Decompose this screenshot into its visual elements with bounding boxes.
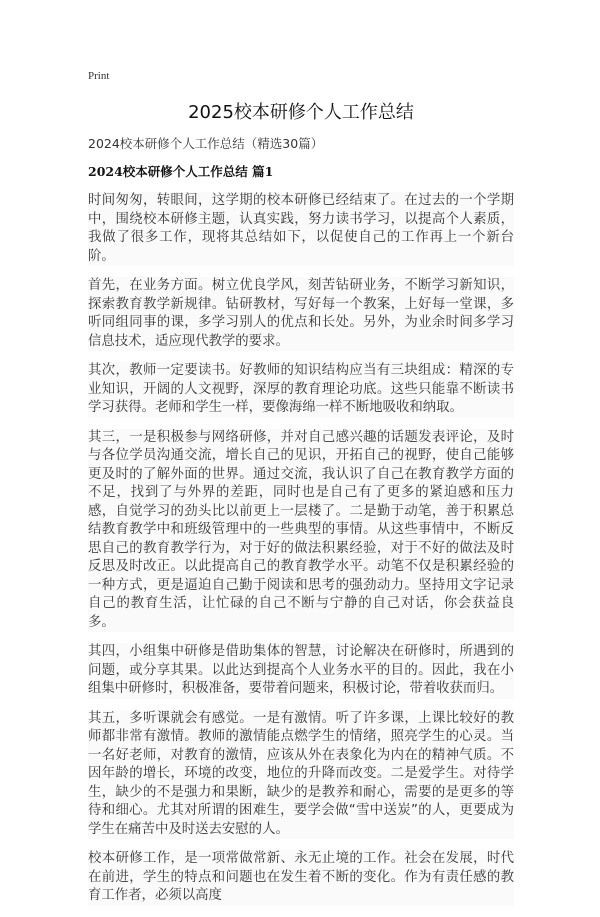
document-page	[88, 70, 514, 917]
document-title: 2025校本研修个人工作总结	[188, 102, 414, 123]
paragraph: 其四，小组集中研修是借助集体的智慧，讨论解决在研修时，所遇到的问题，或分享其果。以此达到提高个人业务水平的目的。因此，我在小组集中研修时，积极准备，要带着问题来，积极讨论，带着收获而归。	[88, 643, 514, 699]
paragraph: 其三，一是积极参与网络研修，并对自己感兴趣的话题发表评论，及时与各位学员沟通交流，增长自己的见识，开拓自己的视野，使自己能够更及时的了解外面的世界。通过交流，我认识了自己在教育教学方面的不足，找到了与外界的差距，同时也是自己有了更多的紧迫感和压力感，自觉学习的劲头比以前更上一层楼了。二是勤于动笔，善于积累总结教育教学中和班级管理中的一些典型的事情。从这些事情中，不断反思自己的教育教学行为，对于好的做法积累经验，对于不好的做法及时反思及时改正。以此提高自己的教育教学水平。动笔不仅是积累经验的一种方式，更是逼迫自己勤于阅读和思考的强劲动力。坚持用文字记录自己的教育生活，让忙碌的自己不断与宁静的自己对话，你会获益良多。	[88, 429, 514, 633]
paragraph: 时间匆匆，转眼间，这学期的校本研修已经结束了。在过去的一个学期中，围绕校本研修主题，认真实践，努力读书学习，以提高个人素质，我做了很多工作，现将其总结如下，以促使自己的工作再上一个新台阶。	[88, 192, 514, 266]
paragraph: 其五，多听课就会有感觉。一是有激情。听了许多课，上课比较好的教师都非常有激情。教师的激情能点燃学生的情绪，照亮学生的心灵。当一名好老师，对教育的激情，应该从外在表象化为内在的精神气质。不因年龄的增长，环境的改变，地位的升降而改变。二是爱学生。对待学生，缺少的不是强力和果断，缺少的是教养和耐心，需要的是更多的等待和细心。尤其对所谓的困难生，要学会做“雪中送炭”的人，更要成为学生在痛苦中及时送去安慰的人。	[88, 710, 514, 840]
document-subtitle: 2024校本研修个人工作总结（精选30篇）	[88, 136, 324, 151]
paragraph: 校本研修工作，是一项常做常新、永无止境的工作。社会在发展，时代在前进，学生的特点和问题也在发生着不断的变化。作为有责任感的教育工作者，必须以高度	[88, 850, 514, 906]
print-label[interactable]: Print	[88, 70, 110, 82]
section-heading: 2024校本研修个人工作总结 篇1	[88, 164, 274, 179]
paragraph: 首先，在业务方面。树立优良学风，刻苦钻研业务，不断学习新知识，探索教育教学新规律。钻研教材，写好每一个教案，上好每一堂课，多听同组同事的课，多学习别人的优点和长处。另外，为业余时间多学习信息技术，适应现代教学的要求。	[88, 277, 514, 351]
paragraph: 其次，教师一定要读书。好教师的知识结构应当有三块组成：精深的专业知识，开阔的人文视野，深厚的教育理论功底。这些只能靠不断读书学习获得。老师和学生一样，要像海绵一样不断地吸收和纳取。	[88, 362, 514, 418]
